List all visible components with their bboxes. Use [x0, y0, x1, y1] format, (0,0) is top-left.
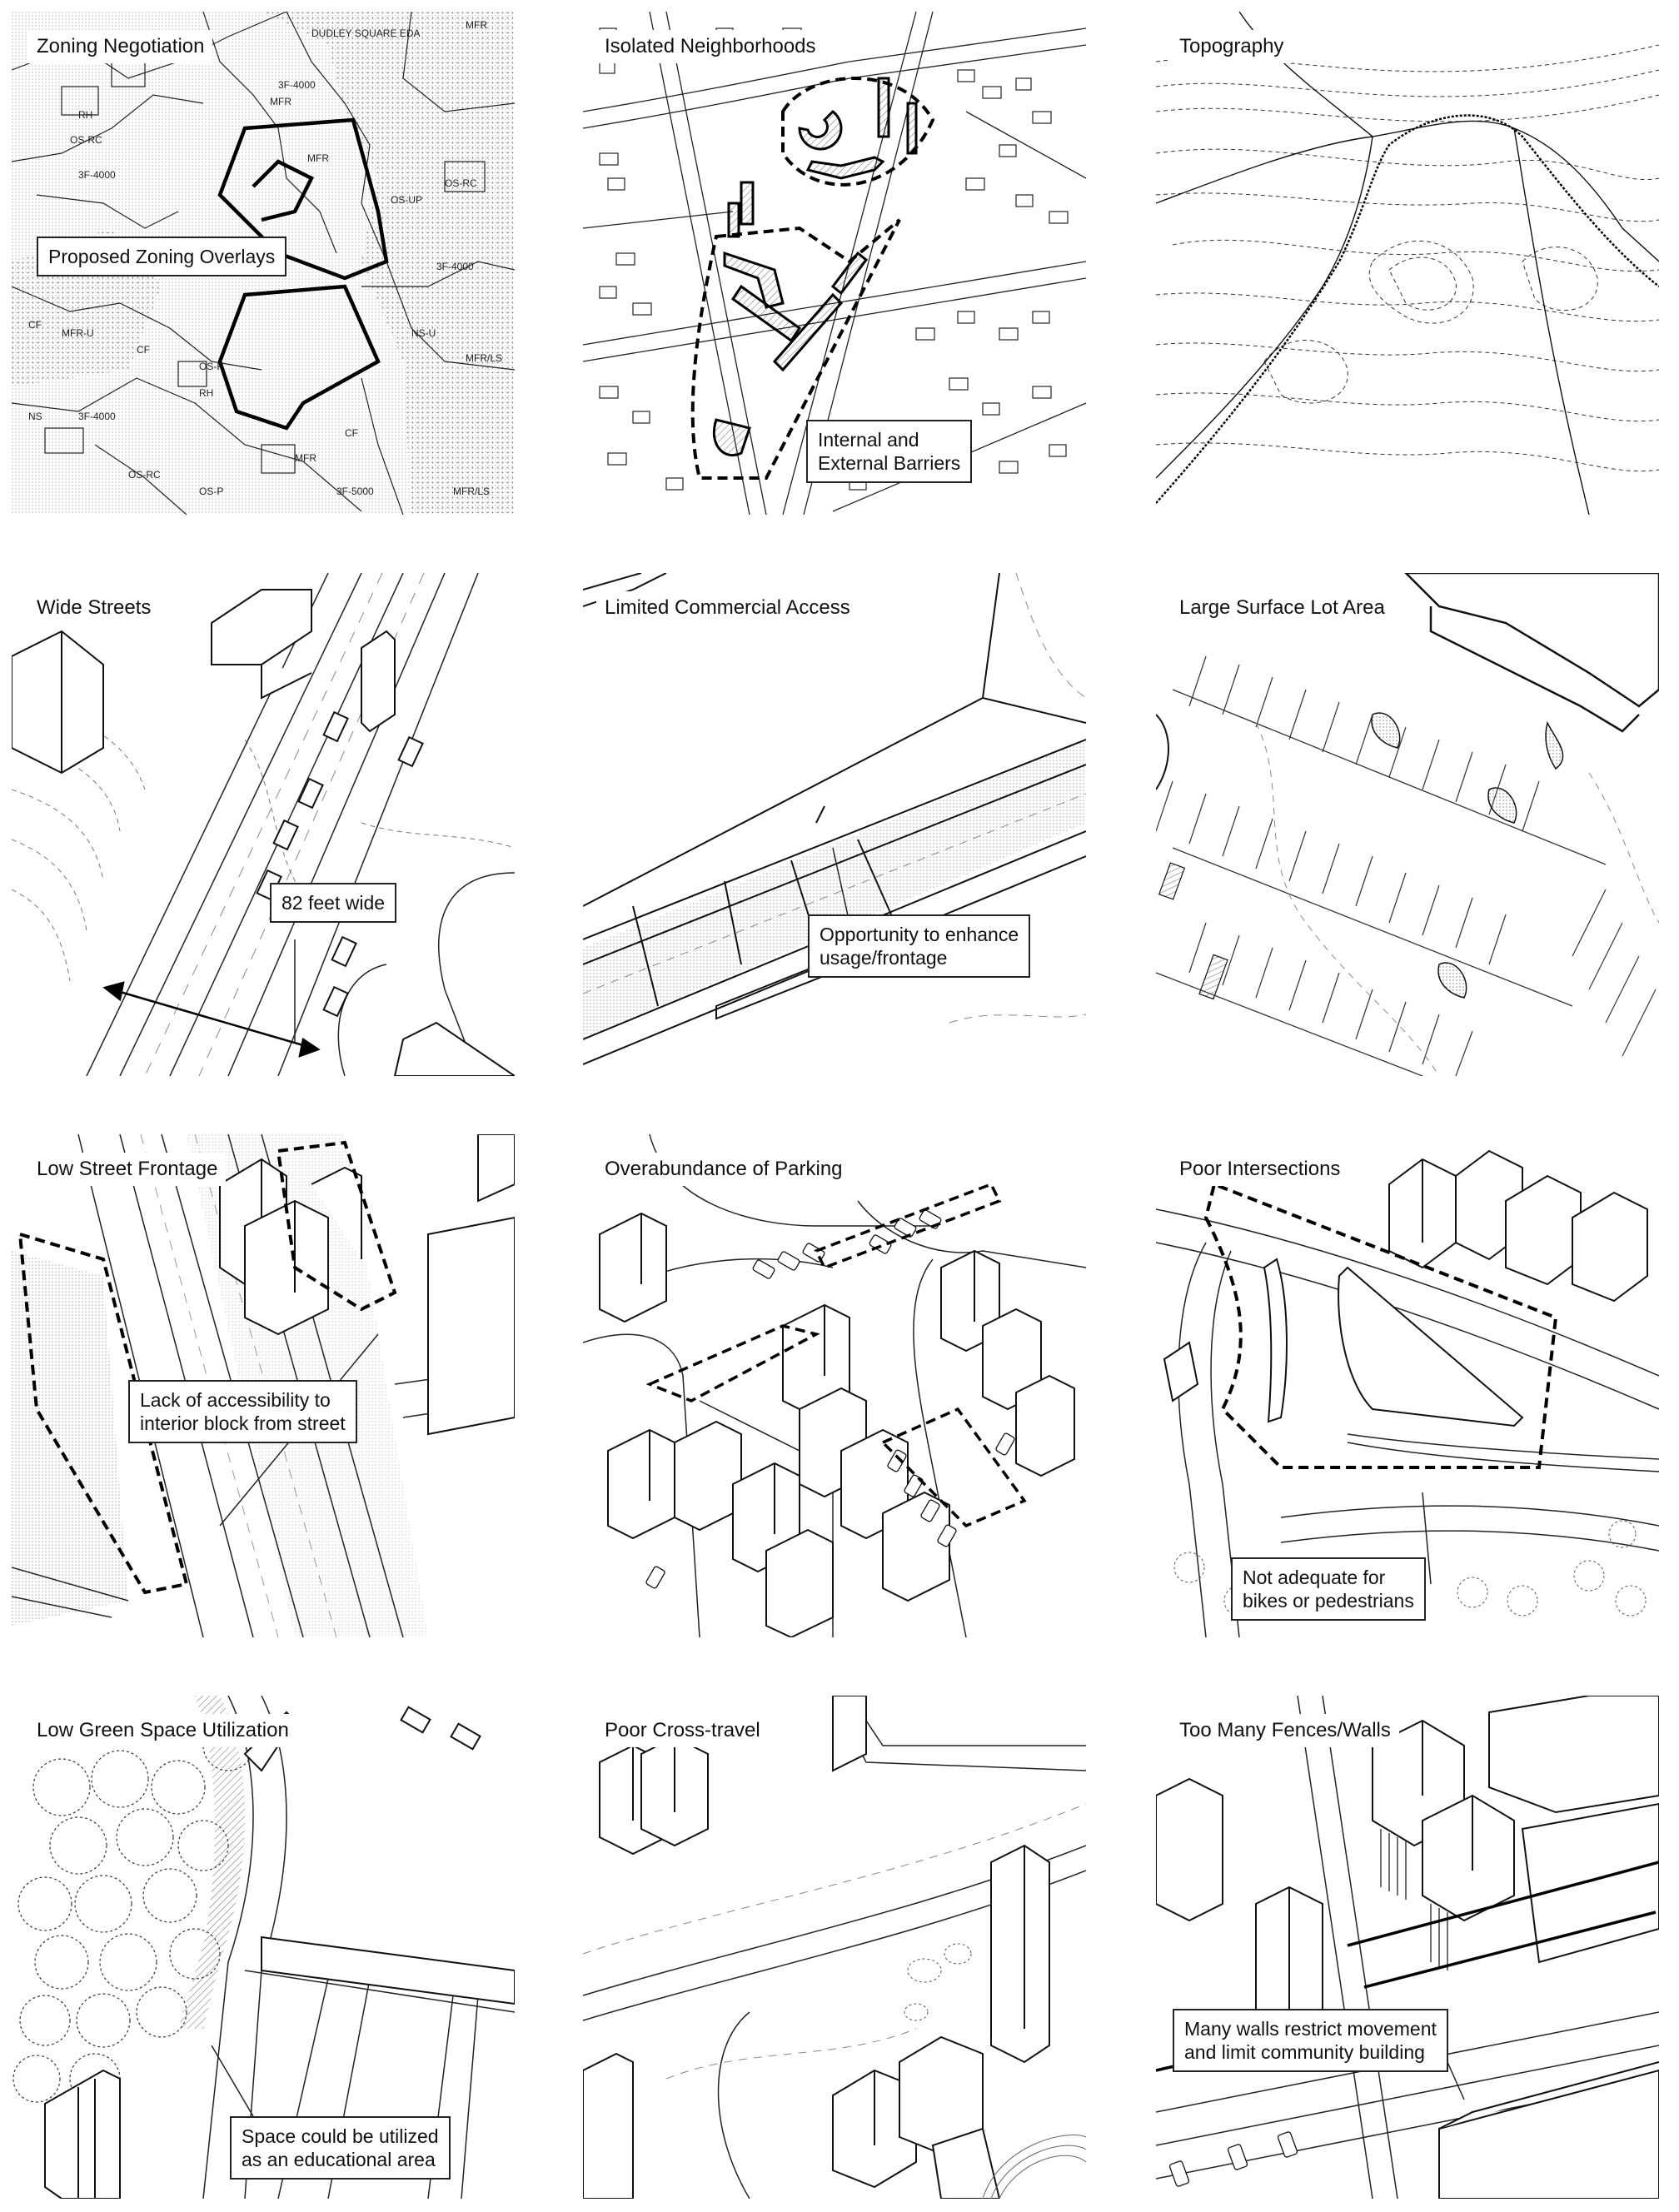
panel-title: Topography	[1171, 30, 1292, 63]
zone-label: CF	[137, 344, 150, 356]
callout-line: Opportunity to enhance	[820, 924, 1019, 945]
zone-label: OS-RC	[70, 134, 102, 146]
callout-line: and limit community building	[1184, 2041, 1425, 2063]
zone-label: NS	[28, 411, 42, 422]
callout-line: 82 feet wide	[281, 892, 386, 914]
callout-line: bikes or pedestrians	[1243, 1590, 1414, 1612]
callout-box	[270, 883, 396, 923]
panel-low-street-frontage	[12, 1134, 515, 1637]
zone-label: CF	[345, 427, 358, 439]
zone-label: MFR	[270, 96, 291, 107]
callout-line: Lack of accessibility to	[140, 1389, 331, 1411]
parking-axon	[583, 1134, 1086, 1637]
panel-low-green-space	[12, 1696, 515, 2199]
fences-walls-axon	[1156, 1696, 1659, 2199]
callout-box	[1173, 2009, 1448, 2072]
callout-line: usage/frontage	[820, 947, 948, 969]
panel-title: Isolated Neighborhoods	[596, 30, 825, 63]
wide-streets-axon	[12, 573, 515, 1076]
zone-label: RH	[199, 387, 214, 399]
panel-overabundance-parking	[583, 1134, 1086, 1637]
contour-map	[1156, 12, 1659, 515]
zone-label: RH	[78, 109, 93, 121]
commercial-access-axon	[583, 573, 1086, 1076]
zone-label: MFR	[307, 152, 329, 164]
callout-line: as an educational area	[242, 2149, 436, 2170]
panel-title: Overabundance of Parking	[596, 1153, 851, 1186]
zone-label: 3F-4000	[436, 261, 474, 272]
cross-travel-axon	[583, 1696, 1086, 2199]
panel-title: Low Street Frontage	[28, 1153, 226, 1186]
callout-box	[230, 2116, 451, 2180]
panel-title: Poor Cross-travel	[596, 1714, 769, 1747]
callout-box	[806, 420, 972, 483]
zone-label: OS-P	[199, 486, 224, 497]
zone-label: OS-RC	[445, 177, 477, 189]
callout-line: Internal and	[818, 429, 919, 451]
panel-poor-cross-travel	[583, 1696, 1086, 2199]
panel-large-surface-lot	[1156, 573, 1659, 1076]
callout-box	[128, 1380, 357, 1443]
panel-title: Low Green Space Utilization	[28, 1714, 297, 1747]
zone-label: MFR	[466, 19, 487, 31]
callout-line: interior block from street	[140, 1412, 346, 1434]
panel-title: Poor Intersections	[1171, 1153, 1348, 1186]
panel-zoning-negotiation	[12, 12, 515, 515]
zone-label: MFR-U	[62, 327, 94, 339]
surface-lot-axon	[1156, 573, 1659, 1076]
zone-label: OS-RC	[128, 469, 161, 481]
callout-box	[1231, 1557, 1426, 1621]
callout-line: Space could be utilized	[242, 2125, 439, 2147]
panel-limited-commercial-access	[583, 573, 1086, 1076]
zone-label: NS-U	[411, 327, 436, 339]
panel-title: Limited Commercial Access	[596, 591, 859, 625]
panel-isolated-neighborhoods	[583, 12, 1086, 515]
zone-label: 3F-5000	[336, 486, 374, 497]
zone-label: 3F-4000	[78, 411, 116, 422]
panel-title: Too Many Fences/Walls	[1171, 1714, 1399, 1747]
panel-title: Large Surface Lot Area	[1171, 591, 1393, 625]
callout-line: Not adequate for	[1243, 1567, 1386, 1588]
zone-label: MFR/LS	[453, 486, 491, 497]
panel-topography	[1156, 12, 1659, 515]
zone-label: MFR	[295, 452, 316, 464]
zone-label: 3F-4000	[78, 169, 116, 181]
panel-title: Wide Streets	[28, 591, 159, 625]
zone-label: OS-UP	[391, 194, 423, 206]
zone-label: DUDLEY SQUARE EDA	[311, 27, 421, 39]
panel-too-many-fences	[1156, 1696, 1659, 2199]
callout-line: Proposed Zoning Overlays	[48, 246, 276, 267]
callout-box	[808, 914, 1030, 978]
panel-poor-intersections	[1156, 1134, 1659, 1637]
callout-line: External Barriers	[818, 452, 961, 474]
zone-label: OS-P	[199, 361, 224, 372]
panel-title: Zoning Negotiation	[28, 30, 212, 63]
zone-label: 3F-4000	[278, 79, 316, 91]
callout-line: Many walls restrict movement	[1184, 2018, 1437, 2040]
zone-label: CF	[28, 319, 42, 331]
panel-wide-streets	[12, 573, 515, 1076]
zone-label: MFR/LS	[466, 352, 503, 364]
callout-box	[37, 237, 286, 276]
